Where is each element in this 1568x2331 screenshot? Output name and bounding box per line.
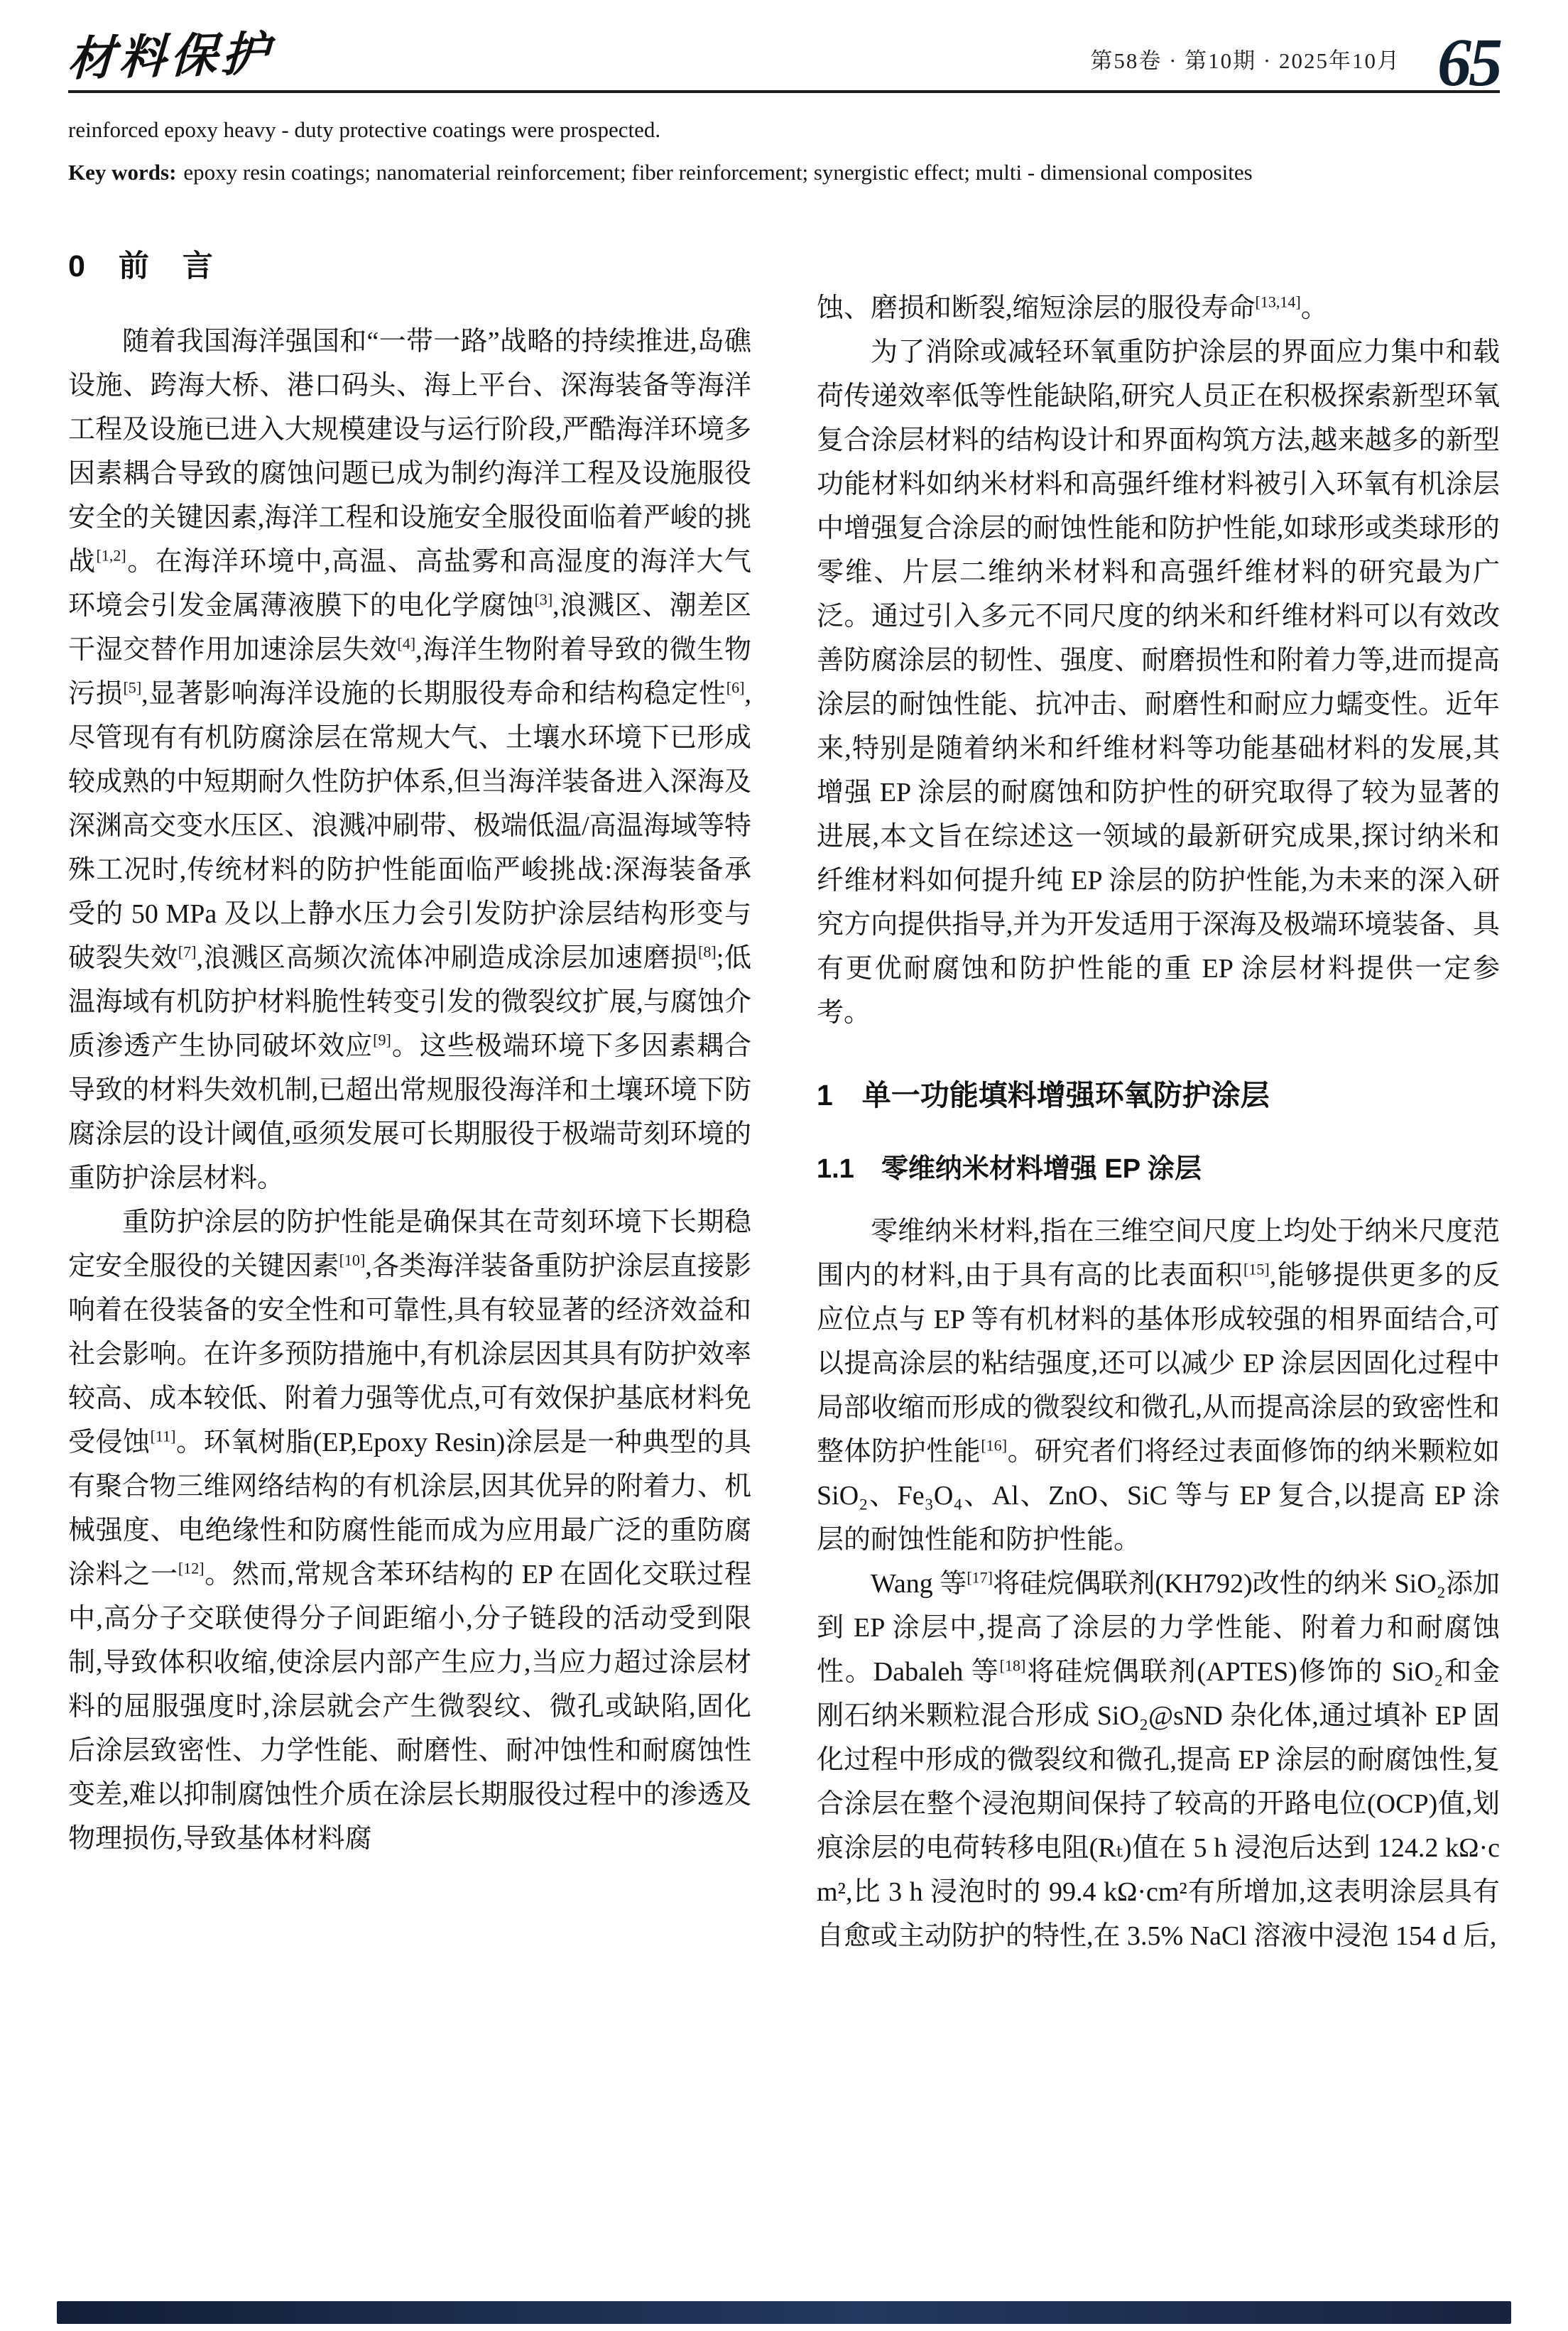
abstract-tail-line: reinforced epoxy heavy - duty protective coatings were prospected. bbox=[68, 117, 661, 142]
page-header bbox=[66, 0, 1500, 101]
body-paragraph: 零维纳米材料,指在三维空间尺度上均处于纳米尺度范围内的材料,由于具有高的比表面积[15],能够提供更多的反应位点与 EP 等有机材料的基体形成较强的相界面结合,可以提高涂层的粘结强度,还可以减少 EP 涂层因固化过程中局部收缩而形成的微裂纹和微孔,从而提高涂层的致密性和整体防护性能[16]。研究者们将经过表面修饰的纳米颗粒如 SiO₂、Fe₃O₄、Al、ZnO、SiC 等与 EP 复合,以提高 EP 涂层的耐蚀性能和防护性能。 bbox=[817, 1217, 1500, 1555]
keywords-text: epoxy resin coatings; nanomaterial reinforcement; fiber reinforcement; synergistic effect; multi - dimensional composites bbox=[183, 160, 1253, 185]
right-column bbox=[817, 232, 1500, 1958]
left-column bbox=[68, 232, 751, 1958]
english-abstract-head bbox=[68, 114, 1500, 188]
two-column-body bbox=[68, 232, 1500, 1958]
page-number: 65 bbox=[1437, 24, 1500, 101]
body-paragraph: 重防护涂层的防护性能是确保其在苛刻环境下长期稳定安全服役的关键因素[10],各类海洋装备重防护涂层直接影响着在役装备的安全性和可靠性,具有较显著的经济效益和社会影响。在许多预防措施中,有机涂层因其具有防护效率较高、成本较低、附着力强等优点,可有效保护基底材料免受侵蚀[11]。环氧树脂(EP,Epoxy Resin)涂层是一种典型的具有聚合物三维网络结构的有机涂层,因其优异的附着力、机械强度、电绝缘性和防腐性能而成为应用最广泛的重防腐涂料之一[12]。然而,常规含苯环结构的 EP 在固化交联过程中,高分子交联使得分子间距缩小,分子链段的活动受到限制,导致体积收缩,使涂层内部产生应力,当应力超过涂层材料的屈服强度时,涂层就会产生微裂纹、微孔或缺陷,固化后涂层致密性、力学性能、耐磨性、耐冲蚀性和耐腐蚀性变差,难以抑制腐蚀性介质在涂层长期服役过程中的渗透及物理损伤,导致基体材料腐 bbox=[68, 1207, 751, 1854]
body-paragraph: 随着我国海洋强国和“一带一路”战略的持续推进,岛礁设施、跨海大桥、港口码头、海上平台、深海装备等海洋工程及设施已进入大规模建设与运行阶段,严酷海洋环境多因素耦合导致的腐蚀问题已成为制约海洋工程及设施服役安全的关键因素,海洋工程和设施安全服役面临着严峻的挑战[1,2]。在海洋环境中,高温、高盐雾和高湿度的海洋大气环境会引发金属薄液膜下的电化学腐蚀[3],浪溅区、潮差区干湿交替作用加速涂层失效[4],海洋生物附着导致的微生物污损[5],显著影响海洋设施的长期服役寿命和结构稳定性[6],尽管现有有机防腐涂层在常规大气、土壤水环境下已形成较成熟的中短期耐久性防护体系,但当海洋装备进入深海及深渊高交变水压区、浪溅冲刷带、极端低温/高温海域等特殊工况时,传统材料的防护性能面临严峻挑战:深海装备承受的 50 MPa 及以上静水压力会引发防护涂层结构形变与破裂失效[7],浪溅区高频次流体冲刷造成涂层加速磨损[8];低温海域有机防护材料脆性转变引发的微裂纹扩展,与腐蚀介质渗透产生协同破坏效应[9]。这些极端环境下多因素耦合导致的材料失效机制,已超出常规服役海洋和土壤环境下防腐涂层的设计阈值,亟须发展可长期服役于极端苛刻环境的重防护涂层材料。 bbox=[68, 327, 751, 1193]
section-1-1-heading: 1.1 零维纳米材料增强 EP 涂层 bbox=[817, 1154, 1202, 1184]
journal-logo: 材料保护 bbox=[66, 26, 274, 87]
header-right bbox=[1090, 24, 1500, 101]
keywords-label: Key words: bbox=[68, 160, 177, 185]
footer-decorative-bar bbox=[57, 2301, 1511, 2324]
keywords-line bbox=[68, 157, 1500, 188]
body-paragraph: 为了消除或减轻环氧重防护涂层的界面应力集中和载荷传递效率低等性能缺陷,研究人员正在积极探索新型环氧复合涂层材料的结构设计和界面构筑方法,越来越多的新型功能材料如纳米材料和高强纤维材料被引入环氧有机涂层中增强复合涂层的耐蚀性能和防护性能,如球形或类球形的零维、片层二维纳米材料和高强纤维材料的研究最为广泛。通过引入多元不同尺度的纳米和纤维材料可以有效改善防腐涂层的韧性、强度、耐磨损性和附着力等,进而提高涂层的耐蚀性能、抗冲击、耐磨性和耐应力蠕变性。近年来,特别是随着纳米和纤维材料等功能基础材料的发展,其增强 EP 涂层的耐腐蚀和防护性的研究取得了较为显著的进展,本文旨在综述这一领域的最新研究成果,探讨纳米和纤维材料如何提升纯 EP 涂层的防护性能,为未来的深入研究方向提供指导,并为开发适用于深海及极端环境装备、具有更优耐腐蚀和防护性能的重 EP 涂层材料提供一定参考。 bbox=[817, 337, 1500, 1028]
section-1-heading: 1 单一功能填料增强环氧防护涂层 bbox=[817, 1079, 1270, 1112]
body-paragraph-continuation: 蚀、磨损和断裂,缩短涂层的服役寿命[13,14]。 bbox=[817, 293, 1328, 323]
section-0-heading: 0 前 言 bbox=[68, 249, 214, 283]
header-rule bbox=[68, 90, 1500, 93]
body-paragraph: Wang 等[17]将硅烷偶联剂(KH792)改性的纳米 SiO₂添加到 EP 涂层中,提高了涂层的力学性能、附着力和耐腐蚀性。Dabaleh 等[18]将硅烷偶联剂(APTES)修饰的 SiO₂和金刚石纳米颗粒混合形成 SiO₂@sND 杂化体,通过填补 EP 固化过程中形成的微裂纹和微孔,提高 EP 涂层的耐腐蚀性,复合涂层在整个浸泡期间保持了较高的开路电位(OCP)值,划痕涂层的电荷转移电阻(Rₜ)值在 5 h 浸泡后达到 124.2 kΩ·cm²,比 3 h 浸泡时的 99.4 kΩ·cm²有所增加,这表明涂层具有自愈或主动防护的特性,在 3.5% NaCl 溶液中浸泡 154 d 后, bbox=[817, 1568, 1500, 1951]
issue-info: 第58卷 · 第10期 · 2025年10月 bbox=[1090, 48, 1400, 73]
